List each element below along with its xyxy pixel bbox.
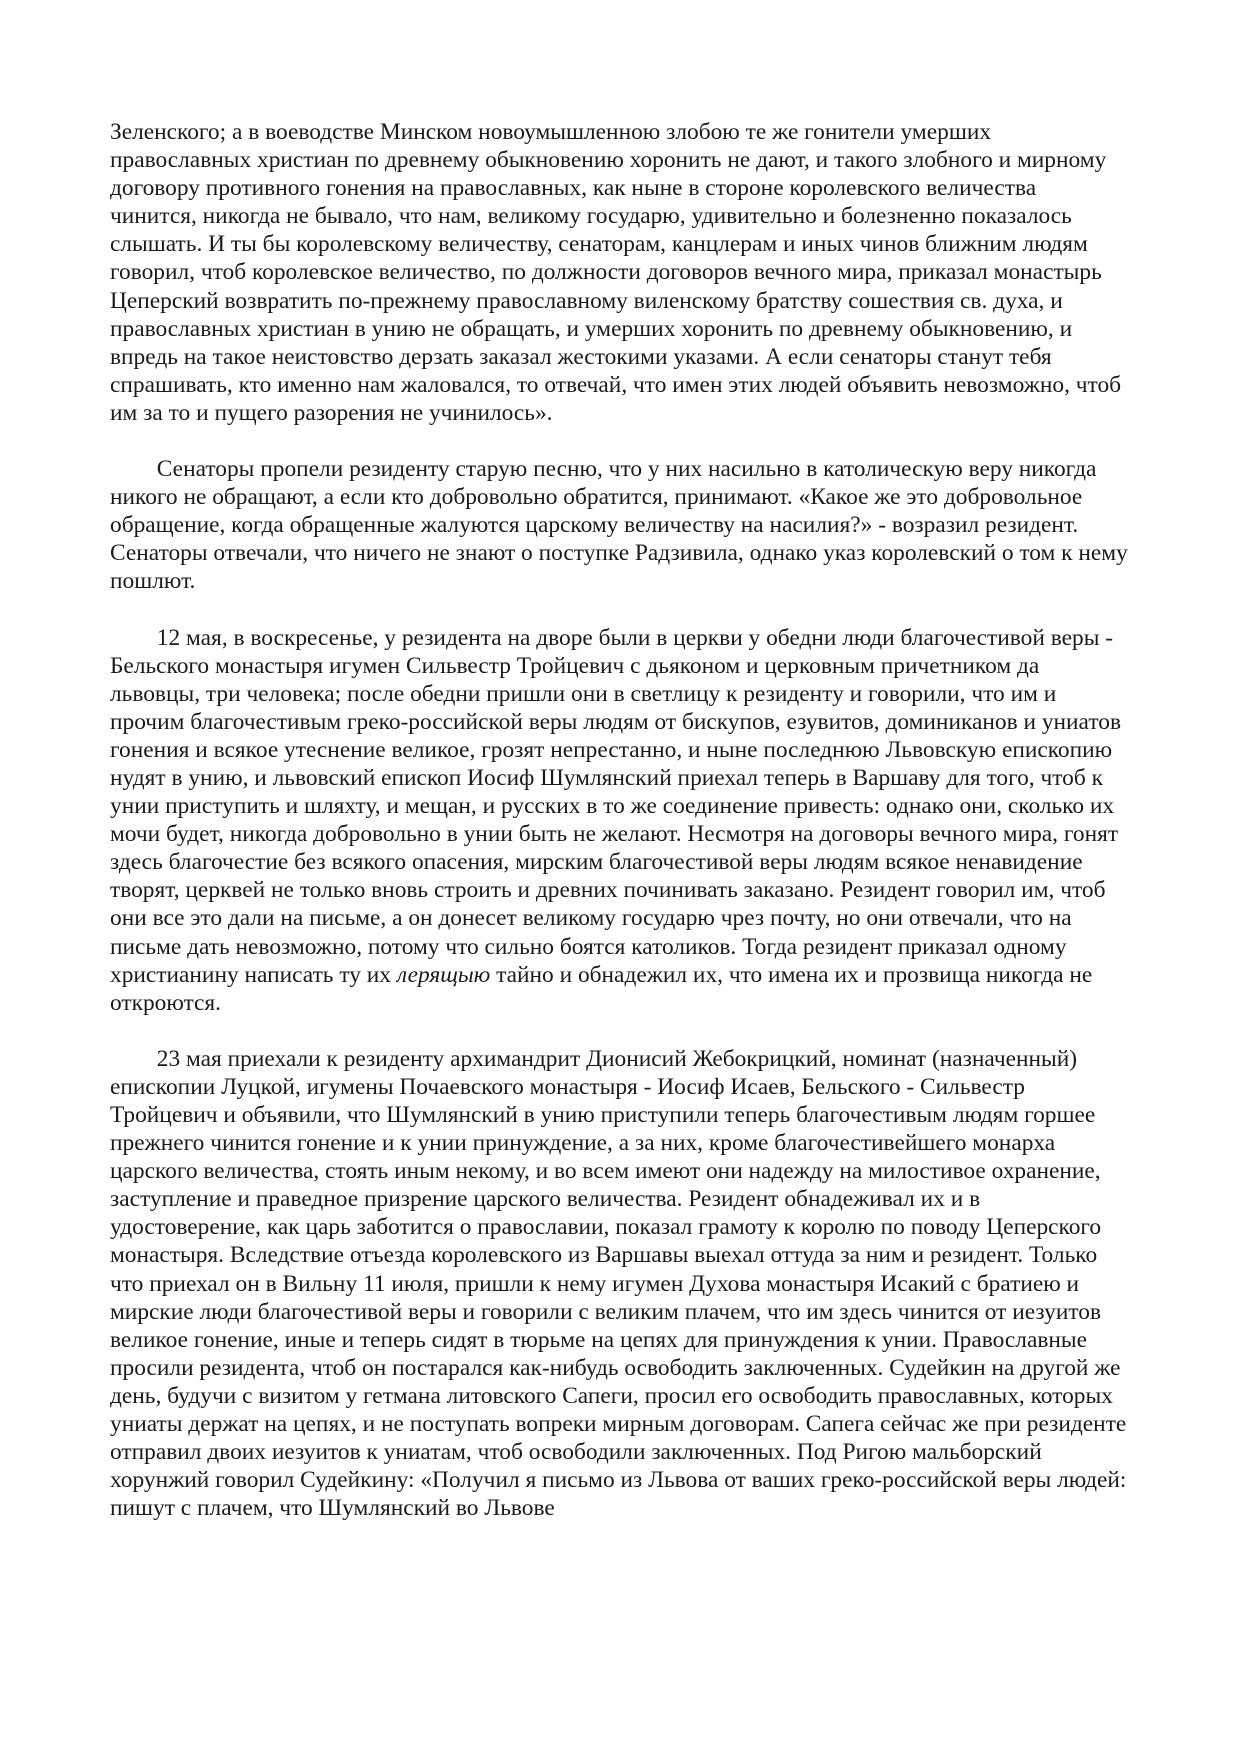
paragraph-3-italic-word: лерящыю — [396, 961, 491, 988]
paragraph-4: 23 мая приехали к резиденту архимандрит Дионисий Жебокрицкий, номинат (назначенный) епископии Луцкой, игумены Почаевского монастыря - Иосиф Исаев, Бельского - Сильвестр Тройцевич и объявили, что Шумлянский в унию приступили теперь благочестивым людям горшее прежнего чинится гонение и к унии принуждение, а за них, кроме благочестивейшего монарха царского величества, стоять иным некому, и во всем имеют они надежду на милостивое охранение, заступление и праведное призрение царского величества. Резидент обнадеживал их и в удостоверение, как царь заботится о православии, показал грамоту к королю по поводу Цеперского монастыря. Вследствие отъезда королевского из Варшавы выехал оттуда за ним и резидент. Только что приехал он в Вильну 11 июля, пришли к нему игумен Духова монастыря Исакий с братиею и мирские люди благочестивой веры и говорили с великим плачем, что им здесь чинится от иезуитов великое гонение, иные и теперь сидят в тюрьме на цепях для принуждения к унии. Православные просили резидента, чтоб он постарался как-нибудь освободить заключенных. Судейкин на другой же день, будучи с визитом у гетмана литовского Сапеги, просил его освободить православных, которых униаты держат на цепях, и не поступать вопреки мирным договорам. Сапега сейчас же при резиденте отправил двоих иезуитов к униатам, чтоб освободили заключенных. Под Ригою мальборский хорунжий говорил Судейкину: «Получил я письмо из Львова от ваших греко-российской веры людей: пишут с плачем, что Шумлянский во Львове — [110, 1045, 1127, 1522]
paragraph-1: Зеленского; а в воеводстве Минском новоумышленною злобою те же гонители умерших православных христиан по древнему обыкновению хоронить не дают, и такого злобного и мирному договору противного гонения на православных, как ныне в стороне королевского величества чинится, никогда не бывало, что нам, великому государю, удивительно и болезненно показалось слышать. И ты бы королевскому величеству, сенаторам, канцлерам и иных чинов ближним людям говорил, чтоб королевское величество, по должности договоров вечного мира, приказал монастырь Цеперский возвратить по-прежнему православному виленскому братству сошествия св. духа, и православных христиан в унию не обращать, и умерших хоронить по древнему обыкновению, и впредь на такое неистовство дерзать заказал жестокими указами. А если сенаторы станут тебя спрашивать, кто именно нам жаловался, то отвечай, что имен этих людей объявить невозможно, чтоб им за то и пущего разорения не учинилось». — [110, 119, 1122, 426]
paragraph-3-text-before: 12 мая, в воскресенье, у резидента на дворе были в церкви у обедни люди благочестивой веры - Бельского монастыря игумен Сильвестр Тройцевич с дьяконом и церковным причетником да львовцы, три человека; после обедни пришли они в светлицу к резиденту и говорили, что им и прочим благочестивым греко-российской веры людям от бискупов, езувитов, доминиканов и униатов гонения и всякое утеснение великое, грозят непрестанно, и ныне последнюю Львовскую епископию нудят в унию, и львовский епископ Иосиф Шумлянский приехал теперь в Варшаву для того, чтоб к унии приступить и шляхту, и мещан, и русских в то же соединение привесть: однако они, сколько их мочи будет, никогда добровольно в унии быть не желают. Несмотря на договоры вечного мира, гонят здесь благочестие без всякого опасения, мирским благочестивой веры людям всякое ненавидение творят, церквей не только вновь строить и древних починивать заказано. Резидент говорил им, чтоб они все это дали на письме, а он донесет великому государю чрез почту, но они отвечали, что на письме дать невозможно, потому что сильно боятся католиков. Тогда резидент приказал одному христианину написать ту их — [110, 624, 1121, 988]
paragraph-3-text-after: тайно и обнадежил их, что имена их и прозвища никогда не откроются. — [110, 961, 1093, 1016]
document-page — [110, 118, 1128, 1550]
paragraph-2: Сенаторы пропели резиденту старую песню, что у них насильно в католическую веру никогда никого не обращают, а если кто добровольно обратится, принимают. «Какое же это добровольное обращение, когда обращенные жалуются царскому величеству на насилия?» - возразил резидент. Сенаторы отвечали, что ничего не знают о поступке Радзивила, однако указ королевский о том к нему пошлют. — [110, 456, 1128, 595]
paragraph-3 — [110, 624, 1128, 1017]
